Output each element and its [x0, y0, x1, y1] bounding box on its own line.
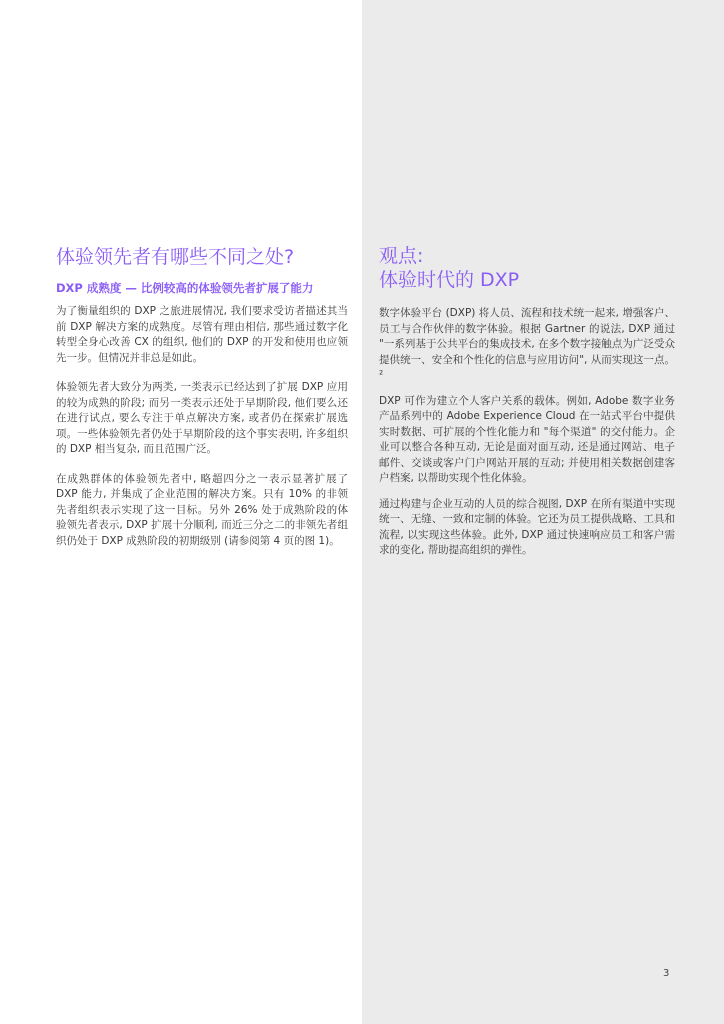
sidebar-heading-line1: 观点: [379, 245, 424, 267]
body-paragraph: 体验领先者大致分为两类, 一类表示已经达到了扩展 DXP 应用的较为成熟的阶段; 而另一类表示还处于早期阶段, 他们要么还在进行试点, 要么专注于单点解决方案, 或者仍在探索扩展选项。一些体验领先者仍处于早期阶段的这个事实表明, 许多组织的 DXP 相当复杂, 而且范围广泛。 [56, 381, 348, 455]
body-paragraph: 在成熟群体的体验领先者中, 略超四分之一表示显著扩展了 DXP 能力, 并集成了企业范围的解决方案。只有 10% 的非领先者组织表示实现了这一目标。另外 26% 处于成熟阶段的体验领先者表示, DXP 扩展十分顺利, 而近三分之二的非领先者组织仍处于 DXP 成熟阶段的初期级别 (请参阅第 4 页的图 1)。 [56, 472, 348, 547]
sidebar-paragraph: DXP 可作为建立个人客户关系的载体。例如, Adobe 数字业务产品系列中的 Adobe Experience Cloud 在一站式平台中提供实时数据、可扩展的个性化能力和 "每个渠道" 的交付能力。企业可以整合各种互动, 无论是面对面互动, 还是通过网站、电子邮件、交谈或客户门户网站开展的互动; 并使用相关数据创建客户档案, 以帮助实现个性化体验。 [379, 394, 675, 484]
sidebar-paragraph: 通过构建与企业互动的人员的综合视图, DXP 在所有渠道中实现统一、无缝、一致和定制的体验。它还为员工提供战略、工具和流程, 以实现这些体验。此外, DXP 通过快速响应员工和客户需求的变化, 帮助提高组织的弹性。 [379, 497, 675, 556]
sidebar-heading-line2: 体验时代的 DXP [379, 269, 520, 291]
page-number: 3 [663, 968, 670, 979]
right-column [379, 244, 675, 569]
body-paragraph: 为了衡量组织的 DXP 之旅进展情况, 我们要求受访者描述其当前 DXP 解决方案的成熟度。尽管有理由相信, 那些通过数字化转型全身心改善 CX 的组织, 他们的 DXP 的开发和使用也应领先一步。但情况并非总是如此。 [56, 305, 348, 364]
section-subheading: DXP 成熟度 — 比例较高的体验领先者扩展了能力 [56, 281, 314, 295]
section-heading: 体验领先者有哪些不同之处? [56, 246, 295, 268]
left-column [56, 244, 348, 563]
sidebar-paragraph: 数字体验平台 (DXP) 将人员、流程和技术统一起来, 增强客户、员工与合作伙伴的数字体验。根据 Gartner 的说法, DXP 通过 "一系列基于公共平台的集成技术, 在多个数字接触点为广泛受众提供统一、安全和个性化的信息与应用访问", 从而实现这一点。² [379, 307, 675, 381]
